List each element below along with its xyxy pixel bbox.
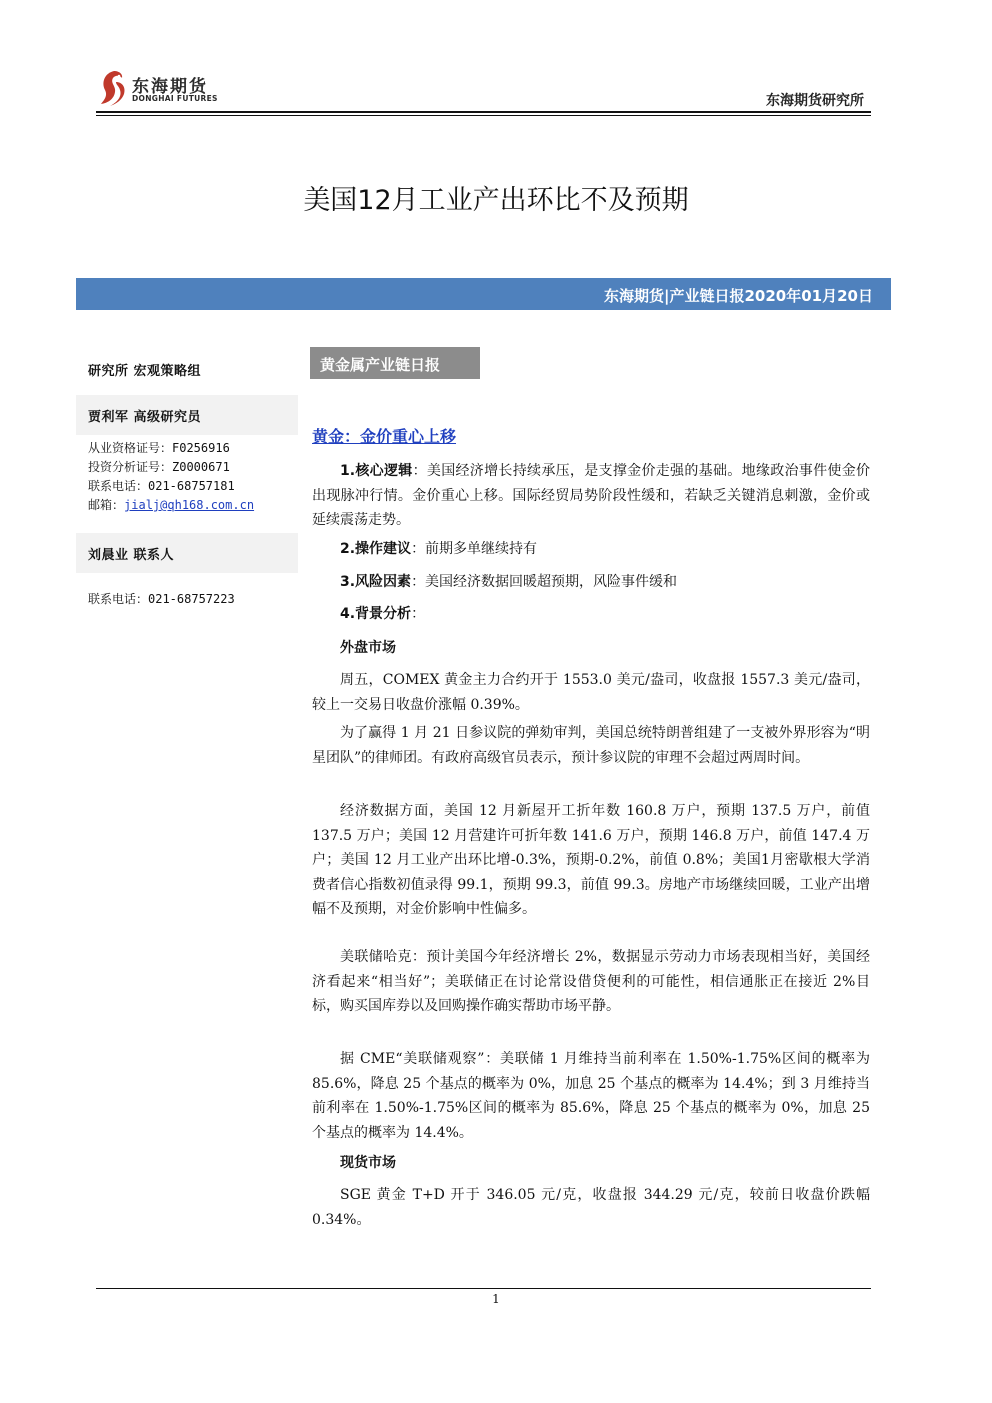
header-institute: 东海期货研究所 <box>766 93 864 109</box>
impeachment-paragraph: 为了赢得 1 月 21 日参议院的弹劾审判，美国总统特朗普组建了一支被外界形容为“明星团队”的律师团。有政府高级官员表示，预计参议院的审理不会超过两周时间。 <box>312 725 870 766</box>
header-divider-thin <box>96 115 871 116</box>
contact-name-role: 刘晨业 联系人 <box>88 548 175 563</box>
analyst-name-role: 贾利军 高级研究员 <box>88 410 202 425</box>
risk-text: ：美国经济数据回暖超预期，风险事件缓和 <box>411 574 678 590</box>
sidebar-department: 研究所 宏观策略组 <box>88 364 202 379</box>
email-label: 邮箱： <box>88 498 125 512</box>
footer-divider <box>96 1288 871 1289</box>
report-banner <box>76 278 891 310</box>
advice-text: ：前期多单继续持有 <box>411 541 538 557</box>
section-tag <box>310 347 480 379</box>
foreign-market-heading: 外盘市场 <box>340 640 396 656</box>
contact-header <box>76 533 298 573</box>
logo-chinese-name: 东海期货 <box>132 77 208 97</box>
page-number: 1 <box>492 1292 500 1306</box>
page-title: 美国12月工业产出环比不及预期 <box>303 185 689 216</box>
risk-line <box>312 570 870 595</box>
core-logic-paragraph <box>312 459 870 533</box>
advice-label: 2.操作建议 <box>340 541 412 557</box>
header-divider <box>96 111 871 113</box>
risk-label: 3.风险因素 <box>340 574 412 590</box>
banner-text: 东海期货|产业链日报2020年01月20日 <box>604 287 873 305</box>
core-logic-label: 1.核心逻辑 <box>340 463 413 479</box>
gold-subtitle[interactable]: 黄金：金价重心上移 <box>312 427 457 446</box>
contact-phone: 联系电话：021-68757223 <box>88 592 235 606</box>
sge-paragraph: SGE 黄金 T+D 开于 346.05 元/克，收盘报 344.29 元/克，较前日收盘价跌幅 0.34%。 <box>312 1187 870 1228</box>
company-logo <box>98 66 238 110</box>
economic-data-paragraph: 经济数据方面，美国 12 月新屋开工折年数 160.8 万户，预期 137.5 万户，前值 137.5 万户；美国 12 月营建许可折年数 141.6 万户，预期 146.8 万户，前值 147.4 万户；美国 12 月工业产出环比增-0.3%，预期-0.2%，前值 0.8%；美国1月密歇根大学消费者信心指数初值录得 99.1，预期 99.3，前值 99.3。房地产市场继续回暖，工业产出增幅不及预期，对金价影响中性偏多。 <box>312 803 870 917</box>
analyst-header <box>76 395 298 435</box>
cme-fedwatch-paragraph: 据 CME“美联储观察”：美联储 1 月维持当前利率在 1.50%-1.75%区间的概率为 85.6%，降息 25 个基点的概率为 0%，加息 25 个基点的概率为 14.4%；到 3 月维持当前利率在 1.50%-1.75%区间的概率为 85.6%，降息 25 个基点的概率为 0%，加息 25 个基点的概率为 14.4%。 <box>312 1051 870 1141</box>
analyst-qualification: 从业资格证号：F0256916 <box>88 441 230 455</box>
logo-english-name: DONGHAI FUTURES <box>132 94 218 103</box>
analyst-phone: 联系电话：021-68757181 <box>88 479 235 493</box>
section-tag-label: 黄金属产业链日报 <box>320 356 441 374</box>
background-colon: ： <box>411 606 426 622</box>
spot-market-heading: 现货市场 <box>340 1155 396 1171</box>
background-line <box>312 602 870 627</box>
analyst-cert: 投资分析证号：Z0000671 <box>88 460 230 474</box>
core-logic-text: ：美国经济增长持续承压，是支撑金价走强的基础。地缘政治事件使金价出现脉冲行情。金价重心上移。国际经贸局势阶段性缓和，若缺乏关键消息刺激，金价或延续震荡走势。 <box>312 463 871 528</box>
dragon-logo-icon <box>98 68 130 108</box>
advice-line <box>312 537 870 562</box>
email-link[interactable]: jialj@qh168.com.cn <box>124 498 255 512</box>
comex-paragraph: 周五，COMEX 黄金主力合约开于 1553.0 美元/盎司，收盘报 1557.3 美元/盎司，较上一交易日收盘价涨幅 0.39%。 <box>312 672 870 713</box>
background-label: 4.背景分析 <box>340 606 412 622</box>
analyst-email-line <box>88 496 254 513</box>
fed-harker-paragraph: 美联储哈克：预计美国今年经济增长 2%，数据显示劳动力市场表现相当好，美国经济看起来“相当好”；美联储正在讨论常设借贷便利的可能性，相信通胀正在接近 2%目标，购买国库券以及回购操作确实帮助市场平静。 <box>312 949 870 1014</box>
